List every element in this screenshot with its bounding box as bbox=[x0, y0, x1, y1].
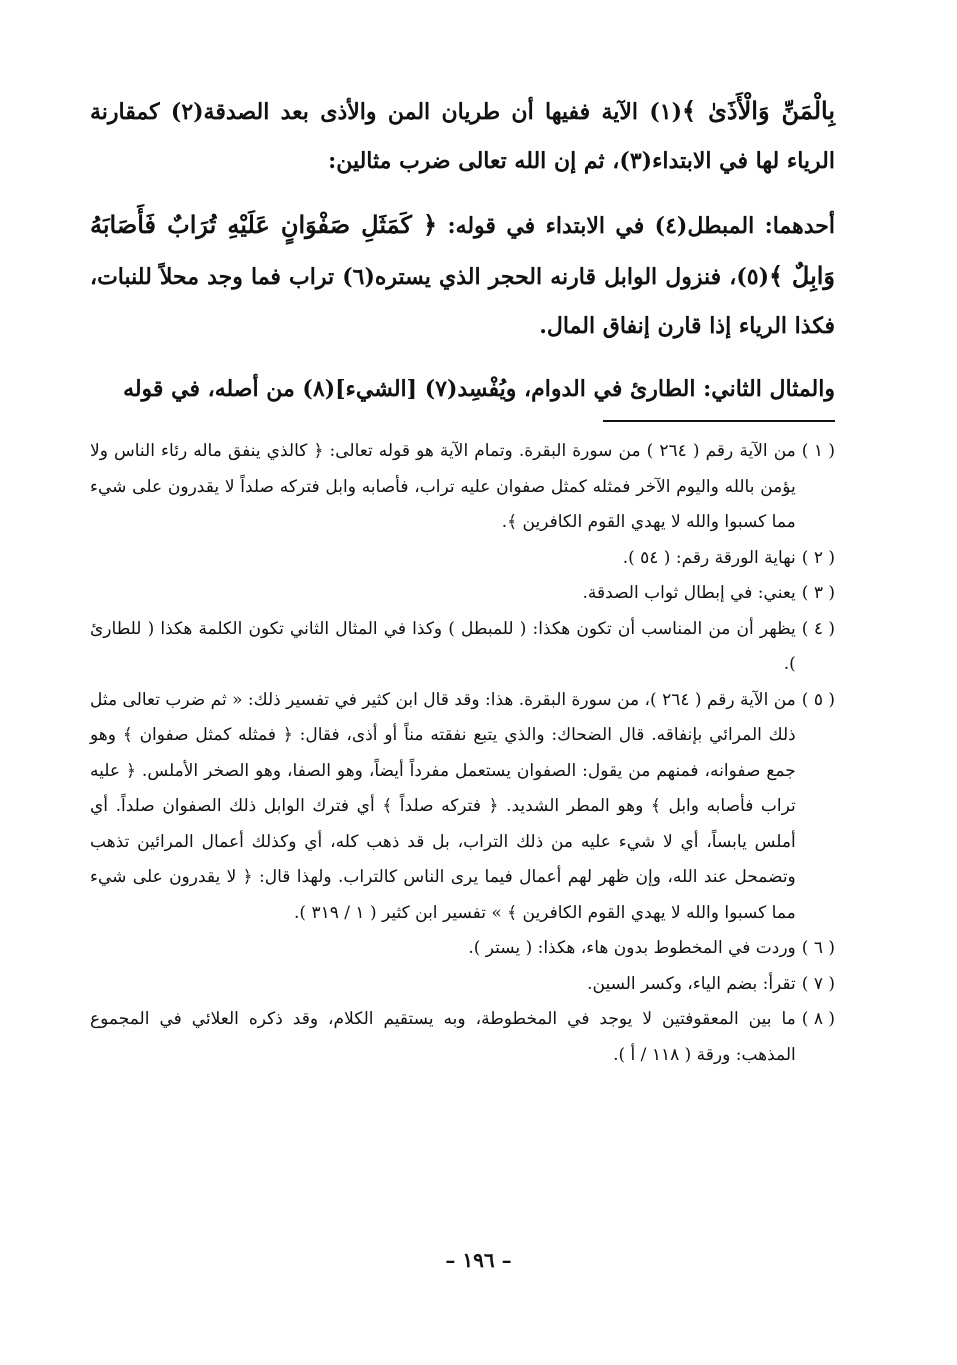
footnote-8 bbox=[90, 1002, 835, 1073]
footnote-text: من الآية رقم ( ٢٦٤ ) من سورة البقرة. وتمام الآية هو قوله تعالى: ﴿ كالذي ينفق ماله رئاء الناس ولا يؤمن بالله واليوم الآخر فمثله كمثل صفوان عليه تراب، فأصابه وابل فتركه صلداً لا يقدرون على شيء مما كسبوا والله لا يهدي القوم الكافرين ﴾. bbox=[90, 441, 796, 532]
footnote-5 bbox=[90, 683, 835, 932]
paragraph-text: أحدهما: المبطل(٤) في الابتداء في قوله: bbox=[437, 213, 835, 239]
footnote-4 bbox=[90, 612, 835, 683]
footnote-1 bbox=[90, 434, 835, 541]
footnote-number: ( ٢ ) bbox=[801, 547, 835, 568]
footnote-number: ( ١ ) bbox=[801, 441, 835, 461]
footnote-number: ( ٥ ) bbox=[801, 689, 835, 710]
footnote-text: تقرأ: بضم الياء، وكسر السين. bbox=[587, 973, 796, 994]
paragraph-text: والمثال الثاني: الطارئ في الدوام، ويُفْسِد(٧) [الشيء](٨) من أصله، في قوله bbox=[123, 376, 835, 402]
main-paragraph-1 bbox=[90, 86, 835, 186]
footnote-text: يظهر أن من المناسب أن تكون هكذا: ( للمبطل ) وكذا في المثال الثاني تكون الكلمة هكذا ( للطارئ ). bbox=[90, 618, 796, 674]
main-paragraph-3 bbox=[90, 365, 835, 414]
quran-verse: بِالْمَنِّ وَالْأَذَىٰ ﴾ bbox=[682, 96, 836, 125]
quran-verse: ﴿ كَمَثَلِ صَفْوَانٍ عَلَيْهِ تُرَابٌ فَأَصَابَهُ وَابِلٌ ﴾ bbox=[90, 210, 836, 290]
footnote-text: يعني: في إبطال ثواب الصدقة. bbox=[582, 583, 796, 603]
page-content bbox=[90, 86, 835, 1073]
footnote-number: ( ٤ ) bbox=[801, 618, 835, 639]
footnote-text: من الآية رقم ( ٢٦٤ )، من سورة البقرة. هذا: وقد قال ابن كثير في تفسير ذلك: « ثم ضرب تعالى مثل ذلك المرائي بإنفاقه. قال الضحاك: والذي يتبع نفقته مناً أو أذى، فقال: ﴿ فمثله كمثل صفوان ﴾ وهو جمع صفوانه، فمنهم من يقول: الصفوان يستعمل مفرداً أيضاً، وهو الصفا، وهو الصخر الأملس. ﴿ عليه تراب فأصابه وابل ﴾ وهو المطر الشديد. ﴿ فتركه صلداً ﴾ أي فترك الوابل ذلك الصفوان صلداً. أي أملس يابساً، أي لا شيء عليه من ذلك التراب، بل قد ذهب كله، أي وكذلك أعمال المرائين تذهب وتضمحل عند الله، وإن ظهر لهم أعمال فيما يرى الناس كالتراب. ولهذا قال: ﴿ لا يقدرون على شيء مما كسبوا والله لا يهدي القوم الكافرين ﴾ » تفسير ابن كثير ( ١ / ٣١٩ ). bbox=[90, 689, 796, 923]
main-text bbox=[90, 86, 835, 414]
footnote-number: ( ٧ ) bbox=[801, 973, 835, 994]
footnote-6 bbox=[90, 931, 835, 967]
footnote-text: ما بين المعقوفتين لا يوجد في المخطوطة، وبه يستقيم الكلام، وقد ذكره العلائي في المجموع المذهب: ورقة ( ١١٨ / أ ). bbox=[90, 1009, 796, 1065]
page-number: – ١٩٦ – bbox=[445, 1248, 512, 1272]
footnote-number: ( ٨ ) bbox=[801, 1009, 835, 1029]
footnote-text: وردت في المخطوط بدون هاء، هكذا: ( يستر ). bbox=[468, 938, 796, 958]
footnote-text: نهاية الورقة رقم: ( ٥٤ ). bbox=[622, 547, 796, 568]
paragraph-text: (٥)، فنزول الوابل قارنه الحجر الذي يستره(٦) تراب فما وجد محلاً للنبات، فكذا الرياء إذا قارن إنفاق المال. bbox=[90, 264, 835, 339]
footnote-number: ( ٣ ) bbox=[801, 583, 835, 603]
footnote-divider bbox=[603, 420, 835, 422]
footnote-divider-wrap bbox=[90, 414, 835, 434]
footnote-number: ( ٦ ) bbox=[801, 938, 835, 958]
footnote-3 bbox=[90, 576, 835, 612]
footnote-2 bbox=[90, 541, 835, 577]
footnote-7 bbox=[90, 967, 835, 1003]
footnotes bbox=[90, 434, 835, 1073]
main-paragraph-2 bbox=[90, 200, 835, 351]
paragraph-text: (١) الآية ففيها أن طريان المن والأذى بعد الصدقة(٢) كمقارنة الرياء لها في الابتداء(٣)، ثم إن الله تعالى ضرب مثالين: bbox=[90, 99, 835, 174]
